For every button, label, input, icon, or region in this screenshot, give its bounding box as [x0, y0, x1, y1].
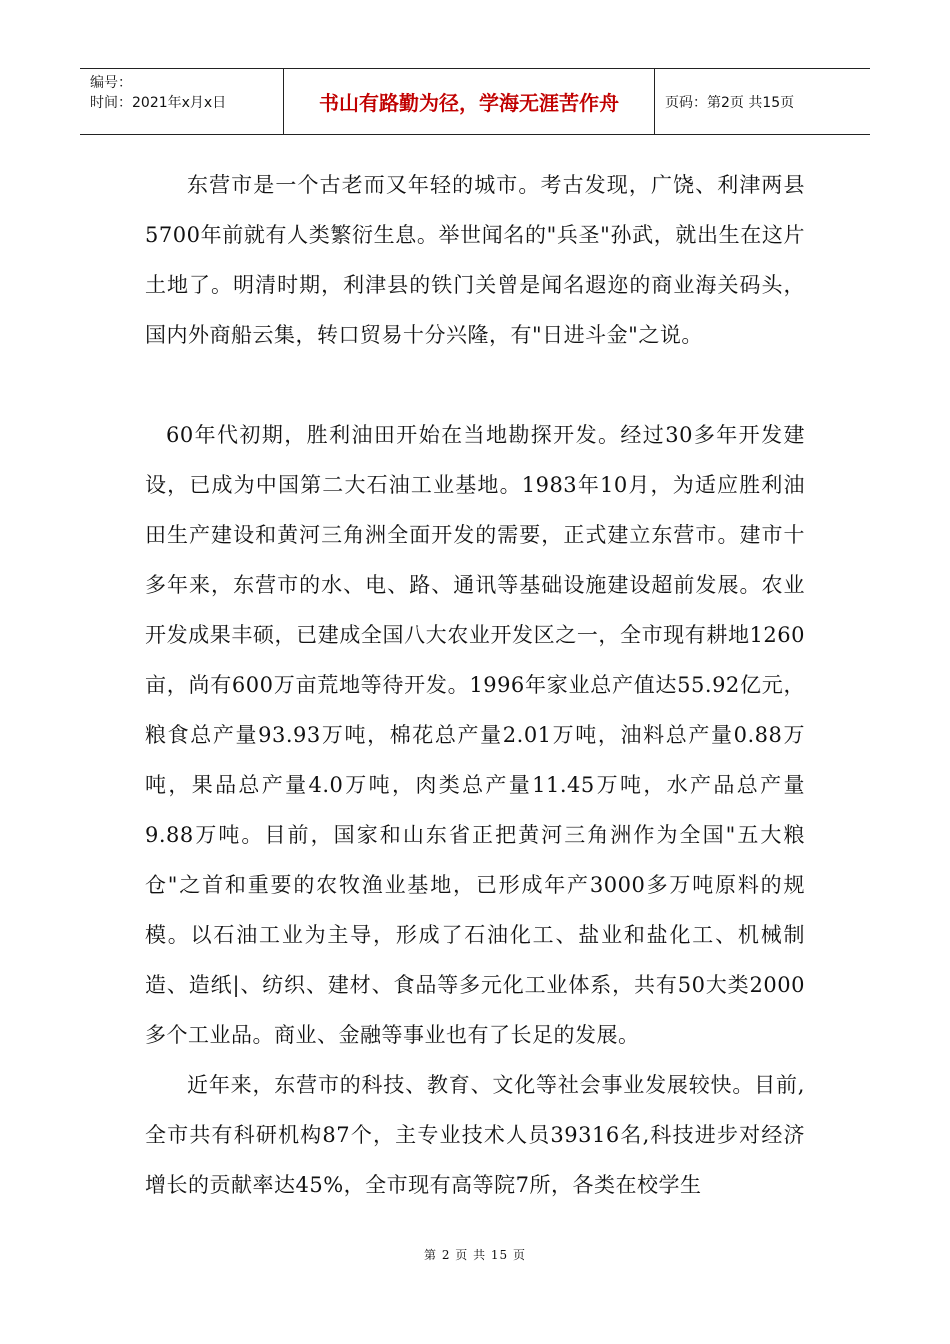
document-number-label: 编号：	[90, 75, 132, 91]
header-motto: 书山有路勤为径，学海无涯苦作舟	[283, 69, 655, 134]
document-body	[145, 160, 805, 1210]
page-footer: 第 2 页 共 15 页	[424, 1248, 526, 1262]
paragraph-economy: 60年代初期，胜利油田开始在当地勘探开发。经过30多年开发建设，已成为中国第二大石油工业基地。1983年10月，为适应胜利油田生产建设和黄河三角洲全面开发的需要，正式建立东营市。建市十多年来，东营市的水、电、路、通讯等基础设施建设超前发展。农业开发成果丰硕，已建成全国八大农业开发区之一，全市现有耕地1260亩，尚有600万亩荒地等待开发。1996年家业总产值达55.92亿元，粮食总产量93.93万吨，棉花总产量2.01万吨，油料总产量0.88万吨，果品总产量4.0万吨，肉类总产量11.45万吨，水产品总产量9.88万吨。目前，国家和山东省正把黄河三角洲作为全国"五大粮仓"之首和重要的农牧渔业基地，已形成年产3000多万吨原料的规模。以石油工业为主导，形成了石油化工、盐业和盐化工、机械制造、造纸|、纺织、建材、食品等多元化工业体系，共有50大类2000多个工业品。商业、金融等事业也有了长足的发展。	[145, 423, 805, 1047]
document-time-label: 时间：2021年x月x日	[90, 95, 227, 111]
header-page-info: 页码：第2页 共15页	[665, 94, 795, 111]
page-header	[80, 68, 870, 135]
paragraph-history: 东营市是一个古老而又年轻的城市。考古发现，广饶、利津两县5700年前就有人类繁衍生息。举世闻名的"兵圣"孙武，就出生在这片土地了。明清时期，利津县的铁门关曾是闻名遐迩的商业海关码头，国内外商船云集，转口贸易十分兴隆，有"日进斗金"之说。	[145, 173, 805, 347]
paragraph-education: 近年来，东营市的科技、教育、文化等社会事业发展较快。目前,全市共有科研机构87个，主专业技术人员39316名,科技进步对经济增长的贡献率达45%，全市现有高等院7所，各类在校学生	[145, 1073, 805, 1197]
header-meta	[80, 69, 283, 134]
